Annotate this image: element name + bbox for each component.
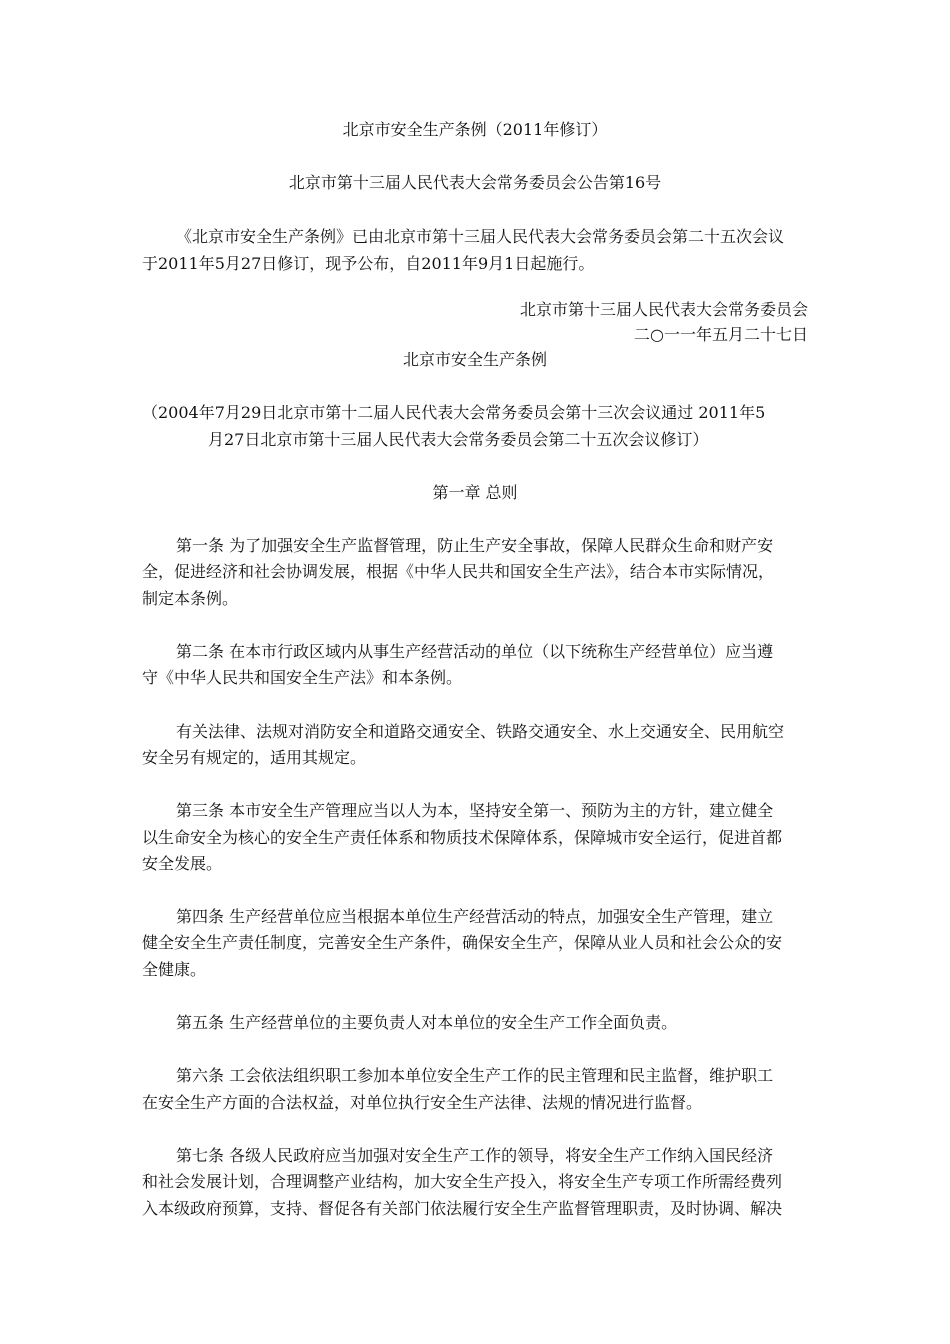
article-1-line-1: 第一条 为了加强安全生产监督管理，防止生产安全事故，保障人民群众生命和财产安	[176, 536, 774, 555]
article-4-line-1: 第四条 生产经营单位应当根据本单位生产经营活动的特点，加强安全生产管理，建立	[176, 907, 774, 926]
article-6-line-1: 第六条 工会依法组织职工参加本单位安全生产工作的民主管理和民主监督，维护职工	[176, 1066, 774, 1085]
article-3-line-3: 安全发展。	[142, 854, 223, 873]
article-3-line-1: 第三条 本市安全生产管理应当以人为本，坚持安全第一、预防为主的方针，建立健全	[176, 801, 774, 820]
chapter-title: 第一章 总则	[432, 483, 518, 502]
intro-line-2: 于2011年5月27日修订，现予公布，自2011年9月1日起施行。	[142, 254, 595, 273]
article-4-line-2: 健全安全生产责任制度，完善安全生产条件，确保安全生产，保障从业人员和社会公众的安	[142, 933, 783, 952]
article-2-para-2-line-2: 安全另有规定的，适用其规定。	[142, 748, 367, 767]
article-7-line-3: 入本级政府预算，支持、督促各有关部门依法履行安全生产监督管理职责，及时协调、解决	[142, 1199, 783, 1218]
article-2-line-2: 守《中华人民共和国安全生产法》和本条例。	[142, 668, 463, 687]
issue-date: 二○一一年五月二十七日	[634, 325, 808, 344]
article-1-line-3: 制定本条例。	[142, 589, 239, 608]
announcement-title: 北京市第十三届人民代表大会常务委员会公告第16号	[288, 173, 662, 192]
article-5-line-1: 第五条 生产经营单位的主要负责人对本单位的安全生产工作全面负责。	[176, 1013, 678, 1032]
article-2-line-1: 第二条 在本市行政区域内从事生产经营活动的单位（以下统称生产经营单位）应当遵	[176, 642, 774, 661]
document-title: 北京市安全生产条例（2011年修订）	[342, 120, 608, 139]
intro-line-1: 《北京市安全生产条例》已由北京市第十三届人民代表大会常务委员会第二十五次会议	[176, 227, 785, 246]
article-3-line-2: 以生命安全为核心的安全生产责任体系和物质技术保障体系，保障城市安全运行，促进首都	[142, 828, 783, 847]
article-2-para-2-line-1: 有关法律、法规对消防安全和道路交通安全、铁路交通安全、水上交通安全、民用航空	[176, 722, 785, 741]
article-4-line-3: 全健康。	[142, 960, 207, 979]
regulation-title: 北京市安全生产条例	[402, 350, 547, 369]
article-7-line-2: 和社会发展计划，合理调整产业结构，加大安全生产投入，将安全生产专项工作所需经费列	[142, 1172, 783, 1191]
article-7-line-1: 第七条 各级人民政府应当加强对安全生产工作的领导，将安全生产工作纳入国民经济	[176, 1146, 774, 1165]
adoption-note-line-1: （2004年7月29日北京市第十二届人民代表大会常务委员会第十三次会议通过 2011年5	[142, 403, 766, 422]
article-6-line-2: 在安全生产方面的合法权益，对单位执行安全生产法律、法规的情况进行监督。	[142, 1093, 703, 1112]
article-1-line-2: 全，促进经济和社会协调发展，根据《中华人民共和国安全生产法》，结合本市实际情况，	[142, 562, 775, 581]
issuer: 北京市第十三届人民代表大会常务委员会	[519, 300, 808, 319]
adoption-note-line-2: 月27日北京市第十三届人民代表大会常务委员会第二十五次会议修订）	[208, 430, 709, 449]
